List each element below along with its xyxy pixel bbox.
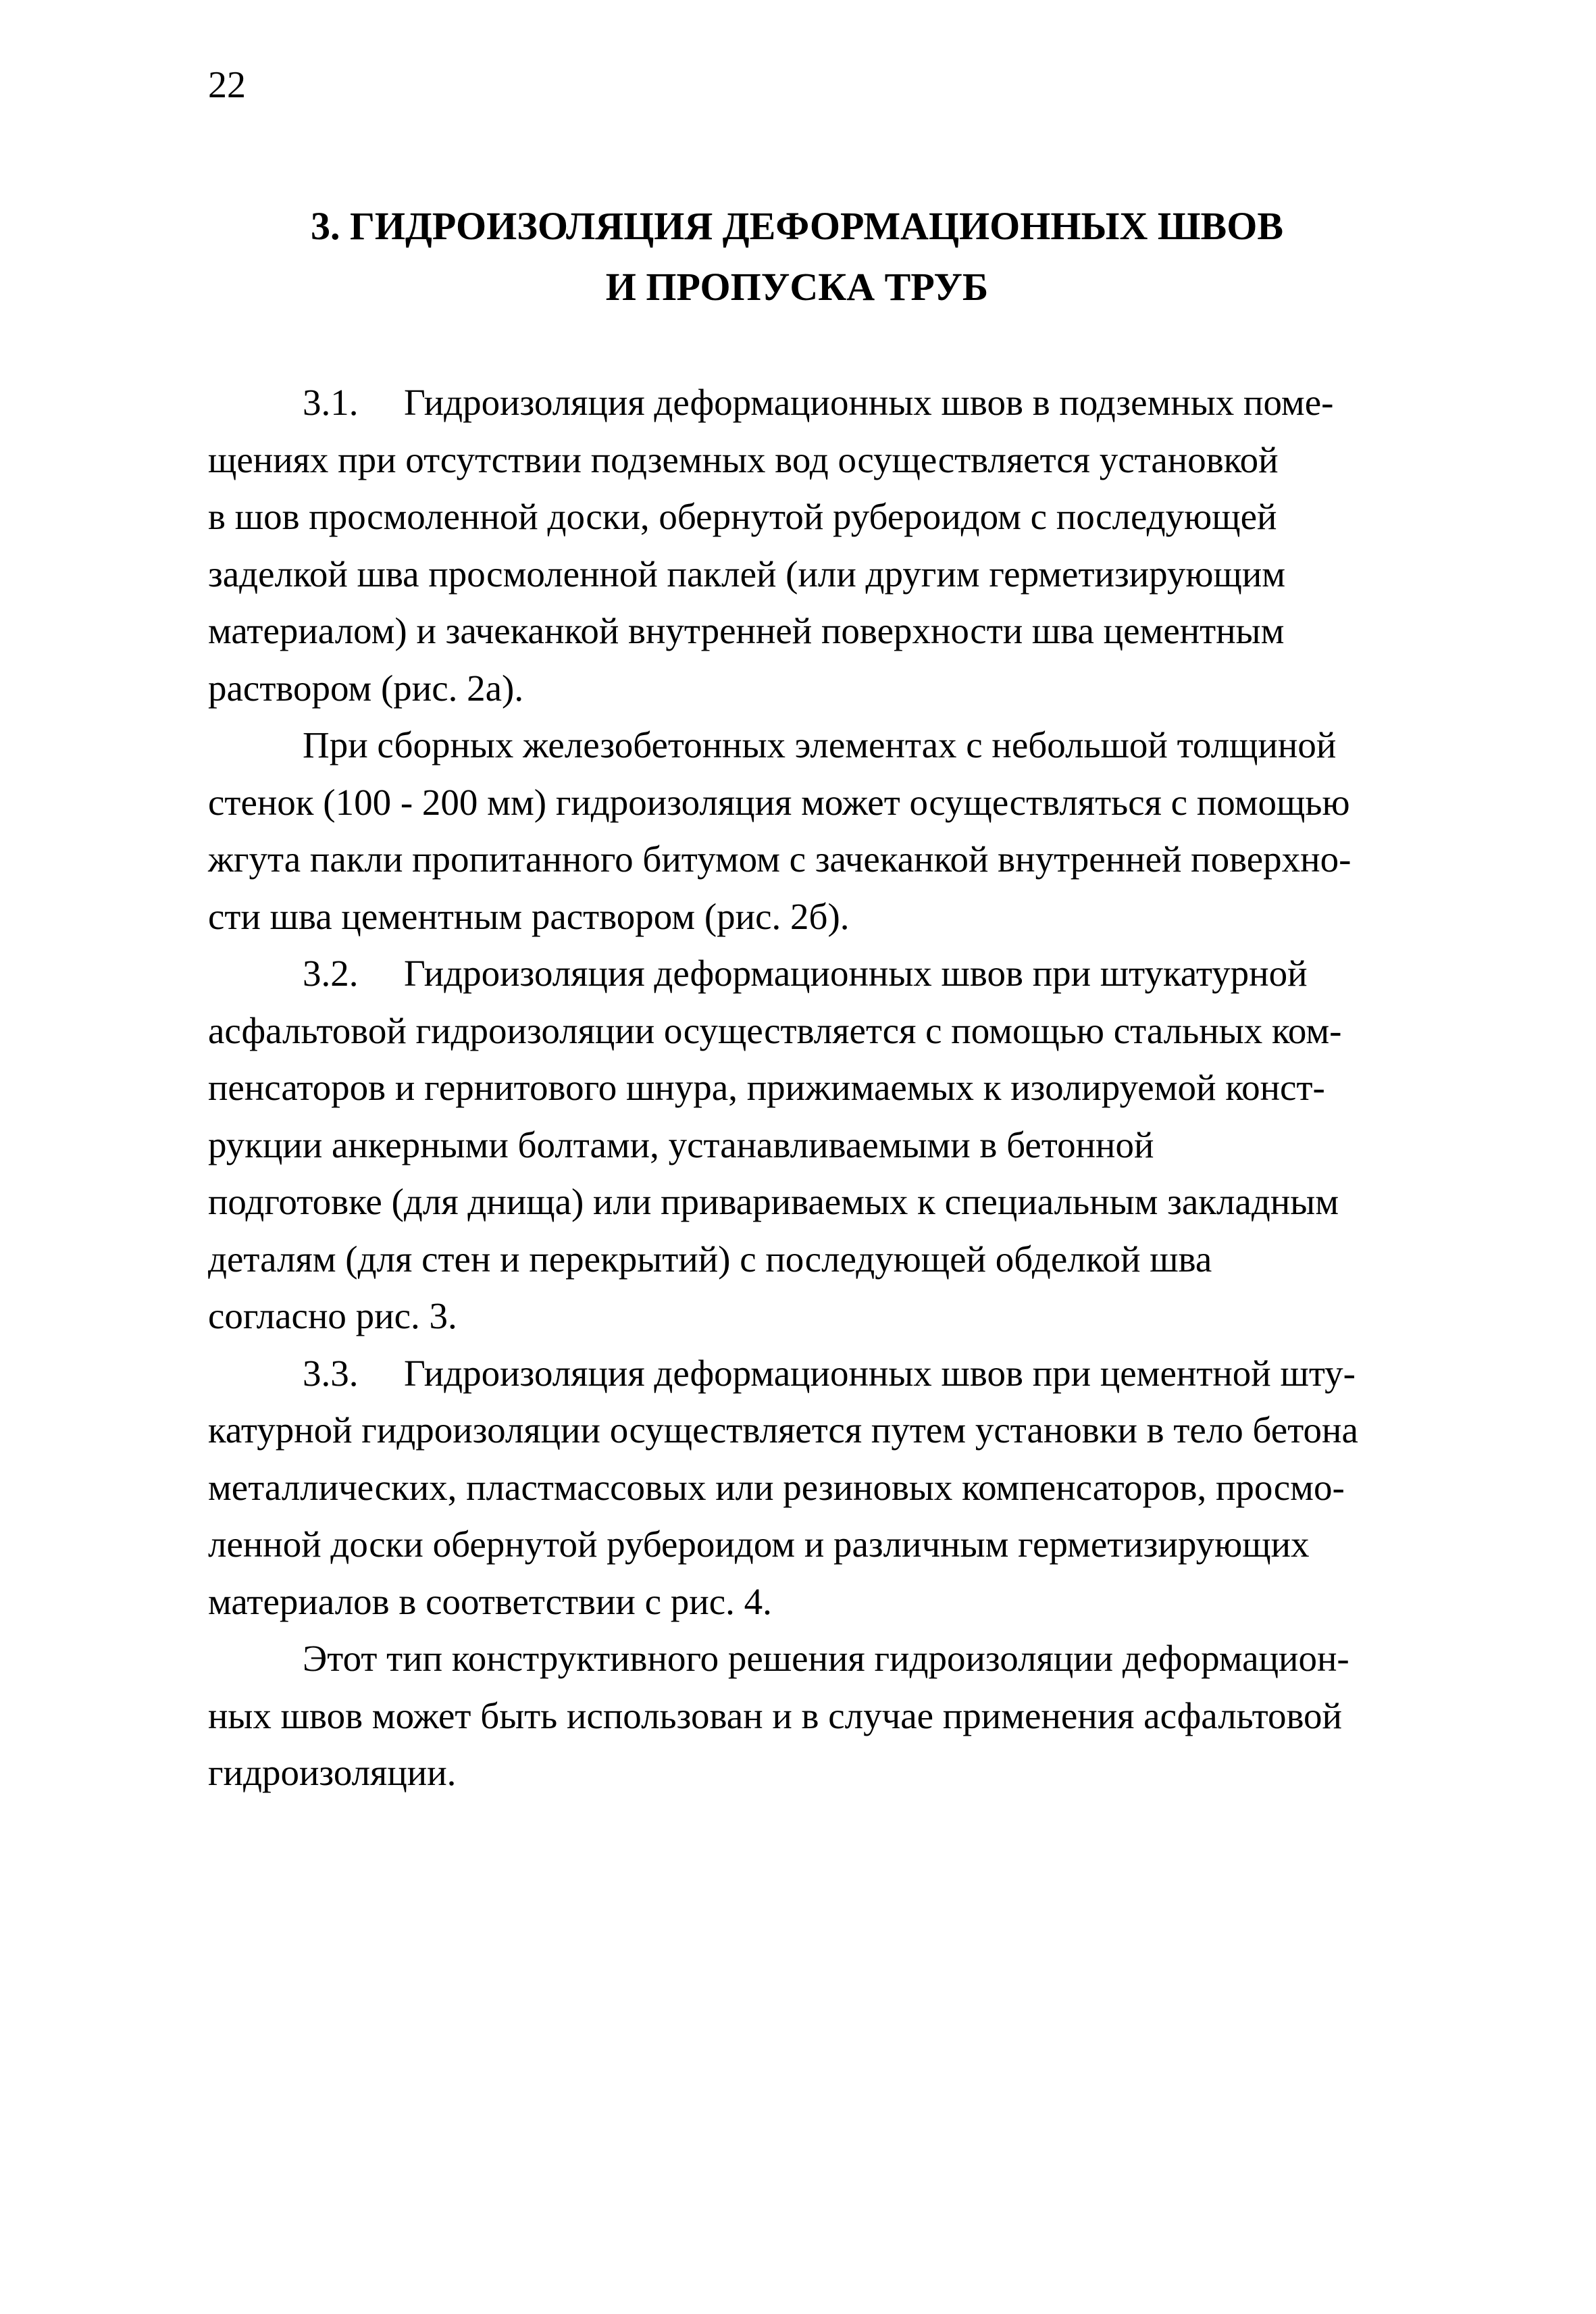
page-number: 22 — [208, 64, 246, 106]
text-line: деталям (для стен и перекрытий) с последующей обделкой шва — [208, 1238, 1212, 1280]
text-line: сти шва цементным раствором (рис. 2б). — [208, 895, 850, 937]
text-line: согласно рис. 3. — [208, 1295, 457, 1336]
section-heading-line-2: И ПРОПУСКА ТРУБ — [605, 265, 989, 309]
text-line: материалов в соответствии с рис. 4. — [208, 1580, 772, 1622]
text-line — [208, 1345, 1370, 1403]
section-heading — [203, 196, 1391, 318]
paragraph-construction-type — [208, 1630, 1370, 1802]
text-line: асфальтовой гидроизоляции осуществляется с помощью стальных ком- — [208, 1009, 1342, 1051]
text-line: в шов просмоленной доски, обернутой рубероидом с последующей — [208, 496, 1277, 537]
clause-number: 3.3. — [303, 1352, 359, 1394]
text-line: ных швов может быть использован и в случае применения асфальтовой — [208, 1694, 1342, 1736]
text-line-content: Гидроизоляция деформационных швов в подземных поме- — [404, 382, 1334, 423]
text-line: катурной гидроизоляции осуществляется путем установки в тело бетона — [208, 1409, 1358, 1451]
text-line-content: Гидроизоляция деформационных швов при штукатурной — [404, 953, 1308, 994]
text-line: подготовке (для днища) или привариваемых к специальным закладным — [208, 1181, 1339, 1222]
text-line — [208, 945, 1370, 1003]
text-line: заделкой шва просмоленной паклей (или другим герметизирующим — [208, 553, 1286, 595]
text-line: жгута пакли пропитанного битумом с зачеканкой внутренней поверхно- — [208, 838, 1352, 880]
text-line: ленной доски обернутой рубероидом и различным герметизирующих — [208, 1524, 1310, 1565]
clause-number: 3.1. — [303, 382, 359, 423]
text-line: рукции анкерными болтами, устанавливаемыми в бетонной — [208, 1124, 1154, 1165]
paragraph-3-3 — [208, 1345, 1370, 1631]
paragraph-3-2 — [208, 945, 1370, 1345]
text-line: Этот тип конструктивного решения гидроизоляции деформацион- — [303, 1638, 1349, 1679]
paragraph-3-1 — [208, 374, 1370, 717]
paragraph-prefab-elements — [208, 717, 1370, 945]
text-line-content: Гидроизоляция деформационных швов при цементной шту- — [404, 1352, 1356, 1394]
text-line: пенсаторов и гернитового шнура, прижимаемых к изолируемой конст- — [208, 1067, 1325, 1108]
text-line: раствором (рис. 2а). — [208, 667, 524, 709]
text-line: При сборных железобетонных элементах с небольшой толщиной — [303, 724, 1337, 765]
section-heading-line-1: 3. ГИДРОИЗОЛЯЦИЯ ДЕФОРМАЦИОННЫХ ШВОВ — [310, 204, 1284, 248]
text-line: металлических, пластмассовых или резиновых компенсаторов, просмо- — [208, 1466, 1345, 1508]
text-line: стенок (100 - 200 мм) гидроизоляция может осуществляться с помощью — [208, 781, 1350, 823]
text-line: материалом) и зачеканкой внутренней поверхности шва цементным — [208, 610, 1285, 651]
section-body — [208, 374, 1370, 1802]
text-line: щениях при отсутствии подземных вод осуществляется установкой — [208, 438, 1279, 480]
clause-number: 3.2. — [303, 953, 359, 994]
text-line: гидроизоляции. — [208, 1752, 457, 1793]
text-line — [208, 374, 1370, 432]
